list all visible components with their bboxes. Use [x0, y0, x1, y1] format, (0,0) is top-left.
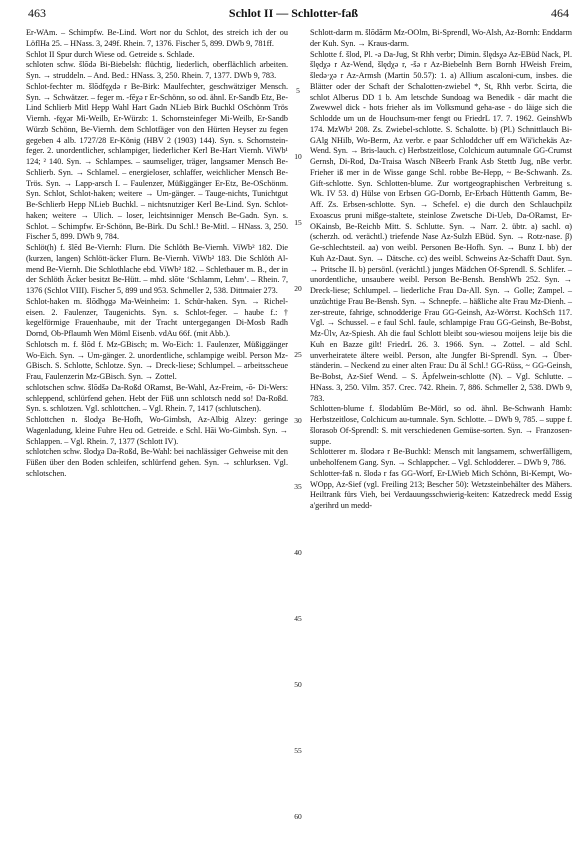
line-number: 25 [294, 350, 302, 359]
entry: Er-WAm. – Schimpfw. Be-Lind. Wort nor du Schlot, des streich ich der ou LöflHa 25. – HNass. 3, 249f. Rhein. 7, 1376. Fischer 5, 899. DWb 9, 781ff. [26, 28, 288, 48]
entry: schloten schw. šlōdə Bi-Biebelsh: flüchtig, liederlich, oberflächlich arbeiten. Syn. → struddeln. – And. Bed.: HNass. 3, 250. Rhein. 7, 1377. DWb 9, 783. [26, 60, 288, 80]
entry: Schlot-fechter m. šlōdfęχdə r Be-Birk: Maulfechter, geschwätziger Mensch. Syn. → Schwätzer. – feger m. -fēχə r Er-Schönn, so od. ähnl. Er-Sandb Etz, Be-Lind Schlierb Mitl Hepp Wahl Hart Gadn NLieb Birk Buchkl OSchönm Trös Viernh. -fęχər Mi-Weilb, Er-Würzb: 1. Schornsteinfeger Mi-Weilb, Er-Sandb Würzb Schönn, Be-Viernh. dem Schlotfäger von den Hürten Heyser zu fegen gegeben 4 alb. 1727/28 Er-König (HBV 2 (1903) 144). Syn. s. Schornstein-feger. 2. unordentlicher, schlampiger, liederlicher Kerl Be-Hart Viernh. ViWb¹ 124; ² 140. Syn. → Schlampes. – saumseliger, träger, langsamer Mensch Be-Schlierb. Syn. → Schlamel. – energieloser, schlaffer, weichlicher Mensch Be-Trös. Syn. → Lapp-arsch I. – Faulenzer, Müßiggänger Er-Etz, Be-OSchönm. Syn. Schlot, Schlot-haken; weitere → Um-gänger. – Tauge-nichts, Tunichtgut Be-Schlierb Hepp NLieb Buchkl. – nichtsnutziger Kerl Be-Lind. Syn. Schlot-haken; weitere → Ulich. – loser, leichtsinniger Mensch Be-Gadn. Syn. s. Schlot. – Schimpfw. Er-Schönn, Be-Birk. Du Schl.! Be-Mitl. – HNass. 3, 250. Fischer 5, 899. DWb 9, 784. [26, 81, 288, 242]
entry: Schlotsch m. f. šlōd f. Mz-GBisch; m. Wo-Eich: 1. Faulenzer, Müßiggänger Wo-Eich. Syn. → Um-gänger. 2. unordentliche, schlampige weibl. Person Mz-GBisch. S. Schlotte, Schlotze. Syn. → Dreck-liese; Schlumpel. – arbeitsscheue Frau, Faulenzerin Mz-GBisch. Syn. → Zottel. [26, 339, 288, 381]
entry: Schlottchen n. šlodχə Be-Hofh, Wo-Gimbsh, Az-Albig Alzey: geringe Wagenladung, kleine Fuhre Heu od. Getreide. e Schl. Hāi Wo-Gimbsh. Syn. → Schlappen. – Vgl. Rhein. 7, 1377 (Schlott IV). [26, 415, 288, 446]
entry: Schlot II Spur durch Wiese od. Getreide s. Schlade. [26, 49, 195, 59]
right-page-number: 464 [551, 6, 569, 20]
entry: Schlott-darm m. šlōdārm Mz-OOlm, Bi-Sprendl, Wo-Alsh, Az-Bornh: Enddarm der Kuh. Syn. → Kraus-darm. [310, 28, 572, 48]
line-number: 20 [294, 284, 302, 293]
entry: Schlotter-faß n. šlodə r fas GG-Worf, Er-LWieb Mich Schönn, Bi-Kempt, Wo-WOpp, Az-Sief (vgl. Freiling 213; Bescher 50): Wetzsteinbehälter des Mähers. Heiltrank fürs Vieh, bei Verdauungsschwierig-keiten: Katzedreck medd Essig a'gerihrd un medd- [310, 468, 572, 510]
line-number: 55 [294, 746, 302, 755]
entry: schlotschen schw. šlōdšə Da-Roßd ORamst, Be-Wahl, Az-Freim, -ō- Di-Wers: schleppend, schlürfend gehen. Hebt der Füß unn schlotsch nedd so! Da-Roßd. Syn. s. schlotzen. Vgl. schlottchen. – Vgl. Rhein. 7, 1417 (schlutschen). [26, 382, 288, 414]
entry: Schlotterer m. šlodərə r Be-Buchkl: Mensch mit langsamem, schwerfälligem, unbeholfenem Gang. Syn. → Schlappcher. – Vgl. Schlodderer. – DWb 9, 786. [310, 447, 572, 467]
line-number: 30 [294, 416, 302, 425]
header-title: Schlot II — Schlotter-faß [228, 6, 359, 20]
entry: Schlot-haken m. šlōdhǫgə Ma-Weinheim: 1. Schür-haken. Syn. → Richel-eisen. 2. Faulenzer, Taugenichts. Syn. s. Schlot-feger. – haube f.: † kegelförmige Frauenhaube, mit der Tracht untergegangen Di-Mosb Radh Dornd, Ob-Pflaumh Wen Möml Eisenb. vdAu 66f. (mit Abb.). [26, 296, 288, 338]
line-number: 40 [294, 548, 302, 557]
line-number: 15 [294, 218, 302, 227]
entry: Schlotten-blume f. šlodəblūm Be-Mörl, so od. ähnl. Be-Schwanh Hamb: Herbstzeitlose, Colchicum au-tumnale. Syn. Schlotte. – DWb 9, 785. – suppe f. šlorasob Of-Sprendl: S. mit verschiedenen Gemüse-sorten. Syn. → Franzosen-suppe. [310, 404, 572, 446]
entry: Schlöt(h) f. šlēd Be-Viernh: Flurn. Die Schlöth Be-Viernh. ViWb² 182. Die (kurzen, langen) Schlött-äcker Flurn. Be-Viernh. ViWb² 183. Die Schlöth Al-mend Be-Viernh. Die Schlothlache ebd. ViWb² 182. – Schletbauer m. B., der in der Schlöth Äcker besitzt Be-Hütt. – mhd. slōte ‘Schlamm, Lehm’. – Rhein. 7, 1376 (Schlot VIII). Fischer 5, 899 und 953. Schmeller 2, 538. Dittmaier 273. [26, 243, 288, 295]
entry: schlotchen schw. šlodχə Da-Roßd, Be-Wahl: bei nachlässiger Gehweise mit den Füßen über den Boden schleifen, schlürfend gehen. Syn. → schlurksen. Vgl. schlotschen. [26, 447, 288, 478]
line-number: 50 [294, 680, 302, 689]
left-page-number: 463 [28, 6, 46, 20]
left-column [26, 28, 288, 480]
line-number: 35 [294, 482, 302, 491]
right-column [310, 28, 572, 512]
line-number-gutter [288, 28, 308, 848]
line-number: 10 [294, 152, 302, 161]
line-number: 5 [296, 86, 300, 95]
line-number: 45 [294, 614, 302, 623]
entry: Schlotte f. šlod, Pl. -ə Da-Jug, St Rhh verbr; Dimin. šlędsχə Az-EBüd Nack, Pl. šlędχə r Az-Wend, šlędχə r, -šə r Az-Biebelnh Bern Bornh HWeish Freim, šledə·χə r Az-Armsh (Martin 50.57): 1. a) Allium ascaloni-cum, insbes. die Blätter oder der Schaft der Schalotten-zwiebel *, St, Rhh verbr. Scirta, die schlot Alberus DD 1 b. Am letschde Sundoag wa Benedik - dār macht die Zwewwel dick - hots frieher als im Volksmund geha-ase - do läige sich die Schlodde um un de Houchsum-mer fengt ou FriedrL 17. 7. 1962. GeinshWb 174. MzWb¹ 208. Zs. Zwiebel-schlotte. S. Schalotte. b) (Pl.) Schnittlauch Bi-GAlg NHilb, Wo-Berm, Az verbr. e paar Schloddcher uff em Wä'ichekäs Az-Wend. Syn. → Bris-lauch. c) Herbstzeitlose, Colchicum autumnale GG-Crumst Gernsh, Di-Rod, Da-Traisa Wasch NBeerb Frank Asb Stettb Jug, nBe verbr. Frieher iß mer in de Wisse gange Schl. robbe Be-Hepp, ~ Be-Schwanh. Zs. Gift-schlotte. Syn. Schlotten-blume. Zur wortgeographischen Verbreitung s. Wk. IV 53. d) Hülse von Erbsen GG-Dornb, Er-Erbach Hüttenth Gamm, Be-Aff. Zs. Erbsen-schlotte. Syn. → Schefel. e) die durch den Schlauchpilz Exoascus pruni mißge-staltete, steinlose Zwetsche Di-Ueb, Da-ORamst, Er-OKainsb, Be-Reichb Mitt. S. Schlutte. Syn. → Narr. 2. übtr. a) sachl. α) (scherzh. od. verächtl.) triefende Nase Az-Sulzh EBüd. Syn. → Rotz-nase. β) Ge-schlechtsteil. aa) von weibl. Personen Be-Hofh. Syn. → Bunz I. bb) der Kuh Az-Daut. Syn. → Dätsche. cc) des weibl. Schweins Az-Schafft Daut. Syn. → Pritsche II. b) persönl. (verächtl.) junges Mädchen Of-Sprendl. S. Schlifer. – unordentliche, unsaubere weibl. Person Be-Bensh. BenshWb 252. Syn. → Dreck-liese; Schlumpel. – liederliche Frau Da-All. Syn. → Golle; Zampel. – unzüchtige Frau Be-Bensh. Syn. → Schnepfe. – häßliche alte Frau Mz-Dienh. – zer-streute, fahrige, schnodderige Frau GG-Geinsh, Az-Wörrst. KochSch 117. Vgl. → Schussel. – e faul Schl. faule, schlampige Frau GG-Geinsh, Be-Bobst, Mz-Ülv, Az-Spiesh. Ah die faul Schlott bleibt sou-wiesou moijens leije bis die Kuh en Bazze gilt! FriedrL 26. 3. 1966. Syn. → Zottel. – ald Schl. unverheiratete ältere weibl. Person, alte Jungfer Bi-Sprendl. Syn. → Über-ständerin. – Neckend zu einer alten Frau: Du āl Schl.! GG-Rüss, ~ GG-Geinsh, Be-Bobst, Az-Sief Wend. – S. Äpfelwein-schlotte (N). – Vgl. Schlutte. – HNass. 3, 250. Vilm. 357. Crec. 742. Rhein. 7, 886. Schmeller 2, 538. DWb 9, 783. [310, 49, 572, 403]
line-number: 60 [294, 812, 302, 821]
running-header [0, 6, 587, 24]
